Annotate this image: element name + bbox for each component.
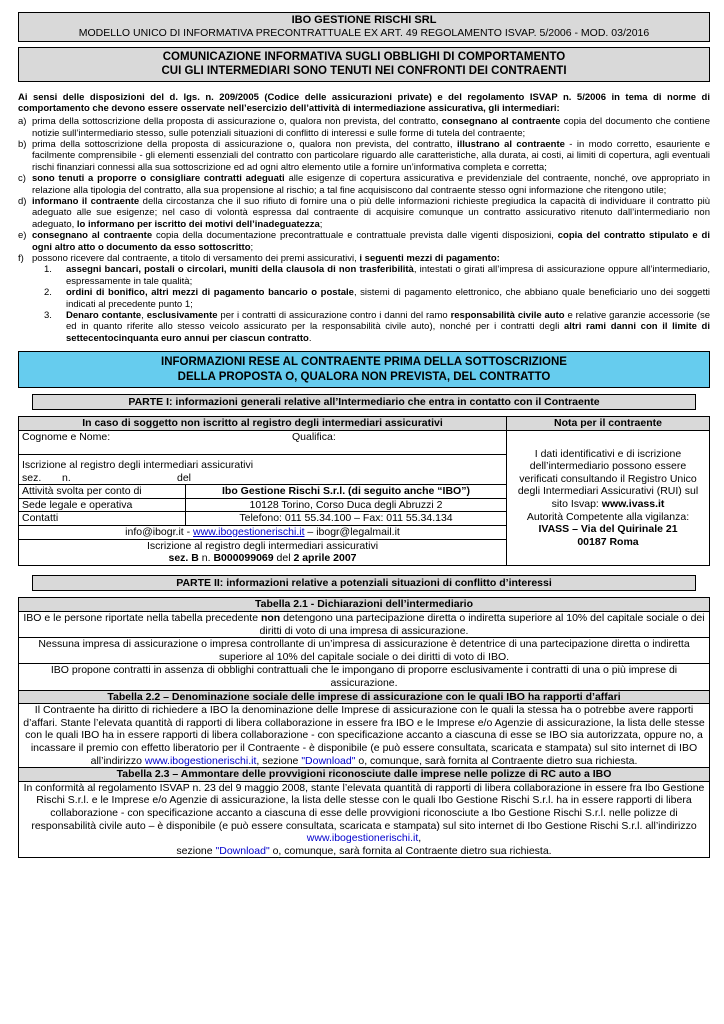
document-header	[18, 12, 710, 42]
intro-paragraph: Ai sensi delle disposizioni del d. lgs. n. 209/2005 (Codice delle assicurazioni private) e del regolamento ISVAP n. 5/2006 in tema di norme di comportamento che devono essere osservate nell’esercizio dell’attività di intermediazione assicurativa, gli intermediari:	[18, 91, 710, 114]
list-item-d: d) informano il contraente della circostanza che il suo rifiuto di fornire una o più delle informazioni richieste pregiudica la capacità di individuare il contratto più adeguato alle sue esigenze; nel caso di volontà espressa dal contraente di acquisire comunque un contratto assicurativo ritenuto dall’intermediario non adeguato, lo informano per iscritto dei motivi dell’inadeguatezza;	[18, 196, 710, 230]
website-link-3[interactable]: www.ibogestionerischi.it	[306, 832, 419, 845]
conflict-tables	[18, 597, 710, 858]
list-item-e: e) consegnano al contraente copia della documentazione precontrattuale e contrattuale prevista dalle vigenti disposizioni, copia del contratto stipulato e di ogni altro atto o documento da esso sottoscritto;	[18, 230, 710, 253]
download-section-link-2[interactable]: "Download"	[215, 844, 270, 857]
registration-empty-row: Iscrizione al registro degli intermediari assicurativi sez. n. del	[19, 455, 507, 485]
part-2-title: PARTE II: informazioni relative a potenziali situazioni di conflitto d’interessi	[32, 575, 696, 592]
table-2-2-body: Il Contraente ha diritto di richiedere a IBO la denominazione delle Imprese di assicurazione con le quali la stessa ha o potrebbe avere rapporti d’affari. Stante l’elevata quantità di rapporti di libera collaborazione in essere fra IBO e le Imprese e/o Agenzie di assicurazione, la lista delle stesse con le quali IBO ha in essere rapporti di libera collaborazione - con specificazione accanto a ciascuna di esse se IBO sia autorizzata, oppure no, a incassare il premio con effetto liberatorio per il Contraente - è disponibile (e può essere consultata, scaricata e stampata) sul sito internet di IBO all’indirizzo www.ibogestionerischi.it, sezione "Download" o, comunque, sarà fornita al Contraente dietro sua richiesta.	[19, 704, 710, 768]
qualifica-label: Qualifica:	[292, 431, 336, 444]
part-1-title: PARTE I: informazioni generali relative all’Intermediario che entra in contatto con il Contraente	[32, 394, 696, 411]
cognome-label: Cognome e Nome:	[22, 431, 111, 444]
registration-row: Iscrizione al registro degli intermediari assicurativi sez. B n. B000099069 del 2 aprile 2007	[19, 539, 507, 565]
info-band-line-2: DELLA PROPOSTA O, QUALORA NON PREVISTA, DEL CONTRATTO	[177, 370, 551, 383]
attivita-label: Attività svolta per conto di	[19, 485, 186, 499]
list-item-f: f) possono ricevere dal contraente, a titolo di versamento dei premi assicurativi, i seguenti mezzi di pagamento:	[18, 253, 500, 264]
contatti-value: Telefono: 011 55.34.100 – Fax: 011 55.34.134	[186, 512, 507, 526]
table-2-3-title: Tabella 2.3 – Ammontare delle provvigioni riconosciute dalle imprese nelle polizze di RC auto a IBO	[19, 768, 710, 782]
table-2-1-row-3: IBO propone contratti in assenza di obblighi contrattuali che le impongano di proporre esclusivamente i contratti di una o più imprese di assicurazione.	[19, 664, 710, 690]
left-header: In caso di soggetto non iscritto al registro degli intermediari assicurativi	[19, 417, 507, 431]
website-link[interactable]: www.ibogestionerischi.it	[193, 526, 305, 539]
right-header: Nota per il contraente	[507, 417, 710, 431]
list-item-c: c) sono tenuti a proporre o consigliare contratti adeguati alle esigenze di copertura assicurativa e previdenziale del contraente, nonché, ove appropriato in relazione alla tipologia del contratto, alla sua propensione al rischio; a tal fine acquisiscono dal contraente stesso ogni informazione che ritengono utile;	[18, 173, 711, 196]
list-item-b: b) prima della sottoscrizione della proposta di assicurazione o, qualora non prevista, del contratto, illustrano al contraente - in modo corretto, esauriente e facilmente comprensibile - gli elementi essenziali del contratto con particolare riguardo alle caratteristiche, alla durata, ai costi, ai limiti di copertura, agli eventuali rischi finanziari connessi alla sua sottoscrizione ed ad ogni altro elemento utile a fornire un’informativa completa e corretta;	[18, 139, 710, 173]
document-title	[18, 47, 710, 82]
payment-method-2: 2. ordini di bonifico, altri mezzi di pagamento bancario o postale, sistemi di pagamento elettronico, che abbiano quale beneficiario uno dei soggetti indicati al precedente punto 1;	[44, 287, 710, 310]
company-name: IBO GESTIONE RISCHI SRL	[291, 14, 437, 26]
nota-contraente: I dati identificativi e di iscrizione dell’intermediario possono essere verificati consultando il Registro Unico degli Intermediari Assicurativi (RUI) sul sito Isvap: www.ivass.it Autorità Competente alla vigilanza: IVASS – Via del Quirinale 21 00187 Roma	[507, 431, 710, 566]
sede-value: 10128 Torino, Corso Duca degli Abruzzi 2	[186, 498, 507, 512]
attivita-value: Ibo Gestione Rischi S.r.l. (di seguito anche “IBO”)	[186, 485, 507, 499]
website-link-2[interactable]: www.ibogestionerischi.it	[144, 754, 257, 767]
table-2-1-title: Tabella 2.1 - Dichiarazioni dell’intermediario	[19, 598, 710, 612]
model-reference: MODELLO UNICO DI INFORMATIVA PRECONTRATTUALE EX ART. 49 REGOLAMENTO ISVAP. 5/2006 - MOD. 03/2016	[78, 27, 650, 40]
download-section-link[interactable]: "Download"	[301, 754, 356, 767]
contatti-label: Contatti	[19, 512, 186, 526]
obligations-list	[18, 116, 710, 344]
intermediary-info-table	[18, 416, 710, 565]
ivass-site: www.ivass.it	[601, 497, 665, 510]
payment-method-3: 3. Denaro contante, esclusivamente per i contratti di assicurazione contro i danni del ramo responsabilità civile auto e relative garanzie accessorie (se ed in quanto riferite allo stesso veicolo assicurato per la responsabilità civile auto), nonché per i contratti degli altri rami danni con il limite di settecentocinquanta euro annui per ciascun contratto.	[44, 309, 711, 344]
table-2-1-row-2: Nessuna impresa di assicurazione o impresa controllante di un’impresa di assicurazione è detentrice di una partecipazione diretta o indiretta superiore al 10% del capitale sociale o dei diritti di voto di IBO.	[19, 638, 710, 664]
table-2-2-title: Tabella 2.2 – Denominazione sociale delle imprese di assicurazione con le quali IBO ha rapporti d’affari	[19, 690, 710, 704]
sede-label: Sede legale e operativa	[19, 498, 186, 512]
info-band-line-1: INFORMAZIONI RESE AL CONTRAENTE PRIMA DELLA SOTTOSCRIZIONE	[161, 356, 567, 369]
payment-method-1: 1. assegni bancari, postali o circolari, muniti della clausola di non trasferibilità, intestati o girati all’impresa di assicurazione oppure all’intermediario, espressamente in tale qualità;	[44, 264, 711, 287]
title-line-1: COMUNICAZIONE INFORMATIVA SUGLI OBBLIGHI DI COMPORTAMENTO	[162, 50, 566, 63]
table-2-3-body: In conformità al regolamento ISVAP n. 23 del 9 maggio 2008, stante l’elevata quantità di rapporti di libera collaborazione in essere fra Ibo Gestione Rischi S.r.l. e le Imprese e/o Agenzie di assicurazione, la lista delle stesse con le quali Ibo Gestione Rischi S.r.l. ha in essere rapporti di libera collaborazione - con specificazione accanto a ciascuna di esse delle provvigioni riconosciute a Ibo Gestione Rischi S.r.l. nelle polizze di responsabilità civile auto – è disponibile (e può essere consultata, scaricata e stampata) sul sito internet di Ibo Gestione Rischi S.r.l. all’indirizzo www.ibogestionerischi.it, sezione "Download" o, comunque, sarà fornita al Contraente dietro sua richiesta.	[19, 781, 710, 858]
table-2-1-row-1: IBO e le persone riportate nella tabella precedente non detengono una partecipazione diretta o indiretta superiore al 10% del capitale sociale o dei diritti di voto di una impresa di assicurazione.	[19, 612, 710, 638]
title-line-2: CUI GLI INTERMEDIARI SONO TENUTI NEI CONFRONTI DEI CONTRAENTI	[161, 65, 567, 78]
email-info[interactable]: info@ibogr.it	[125, 526, 184, 539]
contacts-links-row: info@ibogr.it - www.ibogestionerischi.it – ibogr@legalmail.it	[19, 526, 507, 540]
name-row	[19, 431, 507, 455]
list-item-a: a) prima della sottoscrizione della proposta di assicurazione o, qualora non prevista, del contratto, consegnano al contraente copia del documento che contiene notizie sull’intermediario stesso, sulle potenziali situazioni di conflitto di interessi e sulle forme di tutela del contraente;	[18, 116, 710, 139]
info-section-band	[18, 351, 710, 388]
email-legalmail[interactable]: ibogr@legalmail.it	[316, 526, 400, 539]
